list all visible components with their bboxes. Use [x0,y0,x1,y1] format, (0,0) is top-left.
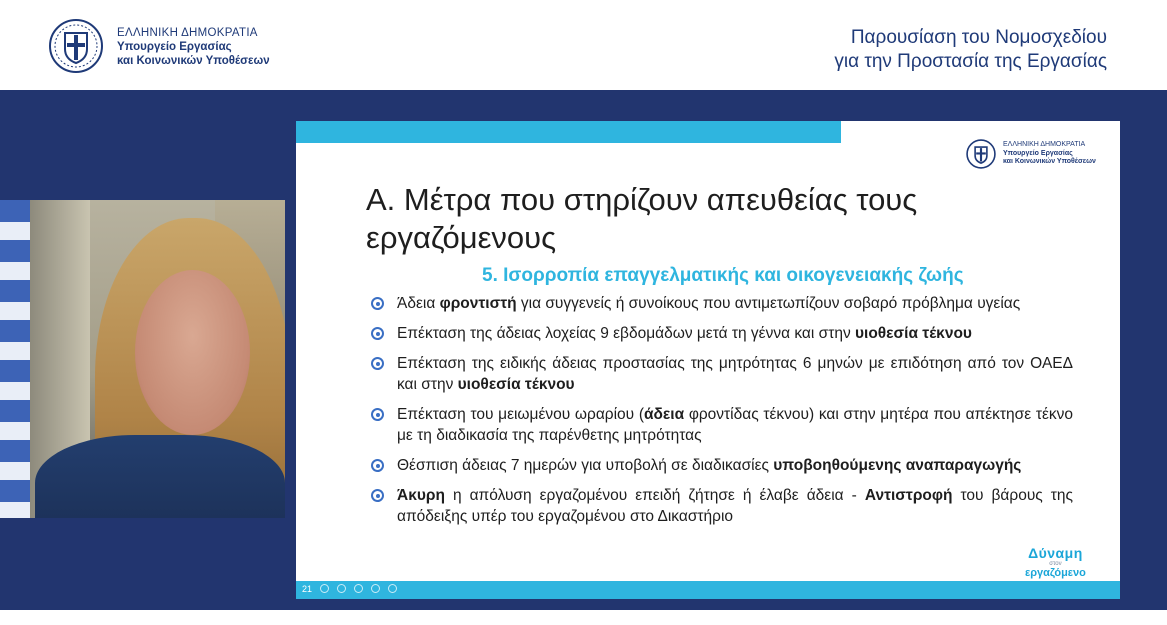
slide-ministry-line3: και Κοινωνικών Υποθέσεων [1003,158,1096,165]
slideshow-controls [320,584,397,593]
bullet-text: Επέκταση της ειδικής άδειας προστασίας της μητρότητας 6 μηνών με επιδότηση από τον ΟΑΕΔ και στην [397,355,1073,393]
bullet-icon [371,459,384,472]
more-icon[interactable] [388,584,397,593]
campaign-logo-line3: εργαζόμενο [1025,567,1086,579]
bullet-item [371,353,1073,395]
bullet-text: Επέκταση της άδειας λοχείας 9 εβδομάδων μετά τη γέννα και στην [397,325,855,342]
bullet-text: Θέσπιση άδειας 7 ημερών για υποβολή σε διαδικασίες [397,457,774,474]
ministry-line3: και Κοινωνικών Υποθέσεων [117,55,270,67]
footer-strip [0,610,1167,625]
slide-bottom-bar [296,581,1120,599]
slide-ministry-line1: ΕΛΛΗΝΙΚΗ ΔΗΜΟΚΡΑΤΙΑ [1003,141,1086,148]
speaker-jacket-graphic [35,435,285,518]
bullet-bold-text: υποβοηθούμενης αναπαραγωγής [773,457,1022,474]
slide-title [366,181,1026,257]
slide-page-number: 21 [302,584,313,594]
pointer-icon[interactable] [354,584,363,593]
slide-top-bar [296,121,841,143]
bullet-item [371,404,1073,446]
bullet-text: για συγγενείς ή συνοίκους που αντιμετωπίζουν σοβαρό πρόβλημα υγείας [516,295,1021,312]
bullet-bold-text: φροντιστή [439,295,517,312]
zoom-icon[interactable] [371,584,380,593]
slide-ministry-line2: Υπουργείο Εργασίας [1003,149,1073,157]
speaker-video[interactable] [0,200,285,518]
bullet-item [371,293,1073,314]
ministry-line2: Υπουργείο Εργασίας [117,41,232,53]
bullet-item [371,455,1073,476]
slide-title-line2: εργαζόμενους [366,220,557,255]
bullet-icon [371,357,384,370]
bullet-icon [371,489,384,502]
presentation-title-line2: για την Προστασία της Εργασίας [834,51,1107,72]
campaign-logo-line1: Δύναμη [1028,545,1083,561]
campaign-logo [1025,545,1086,579]
bullet-bold-text: Άκυρη [397,487,445,504]
bullet-bold-text: άδεια [644,406,685,423]
campaign-logo-line2: στον [1049,561,1062,567]
greek-flag-graphic [0,200,30,518]
slide-ministry-name [1003,141,1096,167]
bullet-bold-text: υιοθεσία τέκνου [855,325,972,342]
greek-coat-of-arms-icon [48,18,104,74]
bullet-item [371,485,1073,527]
speaker-face-graphic [135,270,250,435]
bullet-text: του βάρους της απόδειξης υπέρ του εργαζομένου στο Δικαστήριο [397,487,1073,525]
bullet-icon [371,297,384,310]
header [0,0,1167,90]
bullet-item [371,323,1073,344]
bullet-text: φροντίδας τέκνου) και στην μητέρα που απέκτησε τέκνο με τη διαδικασία της παρένθετης μητρότητας [397,406,1073,444]
bullet-bold-text: υιοθεσία τέκνου [457,376,575,393]
ministry-line1: ΕΛΛΗΝΙΚΗ ΔΗΜΟΚΡΑΤΙΑ [117,27,258,39]
prev-icon[interactable] [320,584,329,593]
bullet-icon [371,327,384,340]
presentation-title [834,26,1107,74]
presentation-title-line1: Παρουσίαση του Νομοσχεδίου [850,27,1107,48]
slide-title-line1: Α. Μέτρα που στηρίζουν απευθείας τους [366,182,918,217]
pen-icon[interactable] [337,584,346,593]
presentation-slide [296,121,1120,599]
bullet-text: η απόλυση εργαζομένου επειδή ζήτησε ή έλαβε άδεια - [444,487,865,504]
slide-subtitle: 5. Ισορροπία επαγγελματικής και οικογενειακής ζωής [482,265,964,286]
bullet-list [371,293,1073,536]
bullet-bold-text: Αντιστροφή [864,487,953,504]
ministry-name [117,26,270,68]
bullet-text: Άδεια [397,295,440,312]
greek-coat-of-arms-icon [966,139,996,169]
bullet-icon [371,408,384,421]
bullet-text: Επέκταση του μειωμένου ωραρίου ( [397,406,644,423]
